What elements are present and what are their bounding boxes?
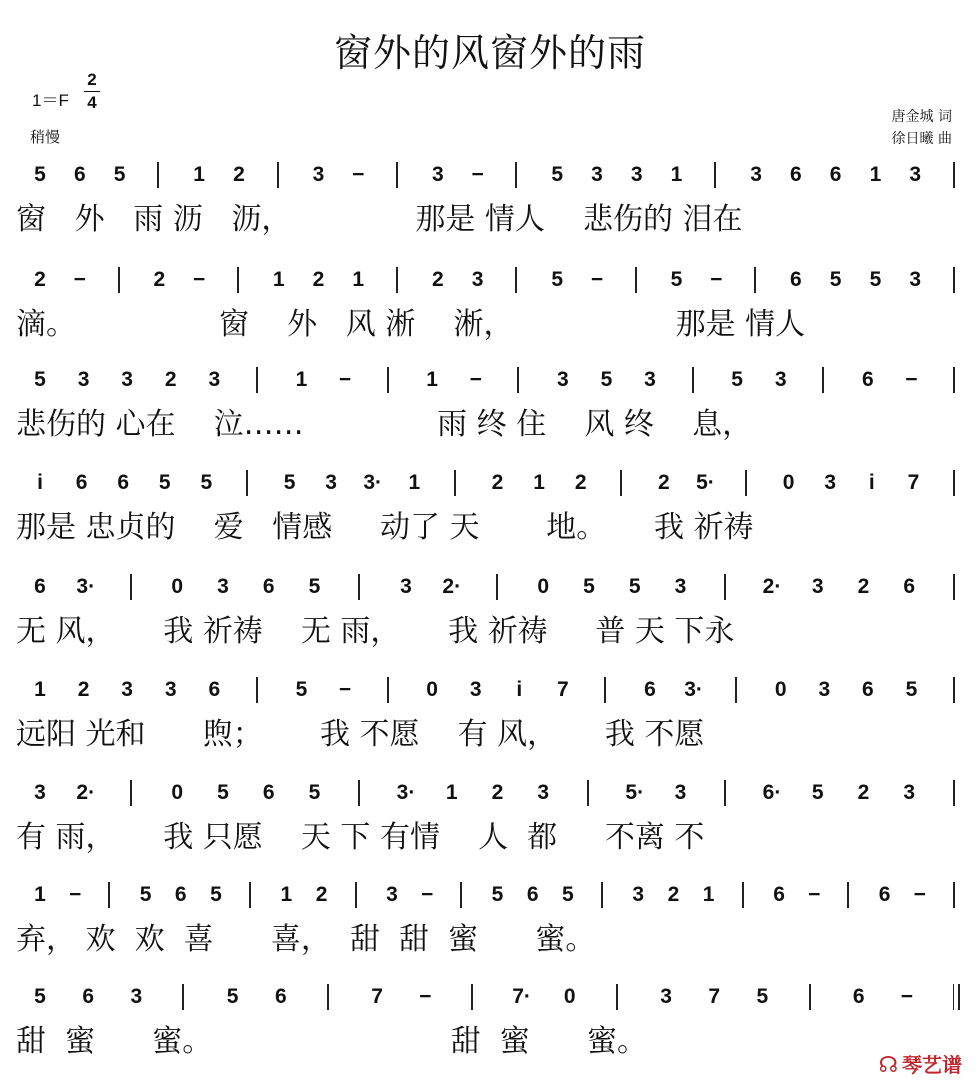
note-symbol: 0 <box>171 575 184 598</box>
note-symbol: 3 <box>471 268 484 291</box>
bar-line <box>724 574 726 600</box>
note-symbol: 2 <box>77 678 90 701</box>
note-symbol: 5 <box>491 883 504 906</box>
note-symbol: 6 <box>878 883 891 906</box>
note-symbol: 1 <box>445 781 458 804</box>
note-symbol: 1 <box>869 163 882 186</box>
note-symbol: i <box>516 678 523 701</box>
bar-line <box>517 367 519 393</box>
note-symbol: 2 <box>574 471 587 494</box>
note-symbol: 5 <box>200 471 213 494</box>
note-symbol: 7 <box>708 985 721 1008</box>
note-symbol: 3 <box>750 163 762 186</box>
note-symbol: 3 <box>431 163 444 186</box>
bar-line <box>953 574 955 600</box>
note-symbol: 5 <box>139 883 152 906</box>
bar-line <box>724 780 726 806</box>
note-symbol: 3· <box>363 471 383 494</box>
note-symbol: − <box>338 678 352 701</box>
note-symbol: − <box>469 368 482 391</box>
note-symbol: 5 <box>210 883 222 906</box>
note-symbol: 6 <box>262 575 275 598</box>
bar-line <box>714 162 716 188</box>
note-symbol: 3 <box>811 575 824 598</box>
note-symbol: − <box>590 268 604 291</box>
lyric-line: 滴。 窗 外 风 淅 淅， 那是 情人 <box>16 307 806 342</box>
bar-line <box>692 367 694 393</box>
bar-line <box>355 882 357 908</box>
bar-line <box>460 882 462 908</box>
note-symbol: 7 <box>557 678 569 701</box>
note-symbol: 3 <box>164 678 177 701</box>
note-symbol: 1 <box>272 268 285 291</box>
note-symbol: 6 <box>73 163 86 186</box>
note-symbol: 5 <box>628 575 641 598</box>
lyric-line: 悲伤的 心在 泣…… 雨 终 住 风 终 息， <box>16 407 753 442</box>
note-symbol: 3 <box>121 368 133 391</box>
bar-line <box>246 470 248 496</box>
note-symbol: 5 <box>551 163 564 186</box>
note-symbol: 6 <box>829 163 842 186</box>
note-symbol: 0 <box>782 471 795 494</box>
bar-line <box>496 574 498 600</box>
bar-line <box>953 470 955 496</box>
note-symbol: 2 <box>34 268 46 291</box>
note-symbol: 2 <box>312 268 325 291</box>
lyric-line: 甜 蜜 蜜。 甜 蜜 蜜。 <box>16 1024 647 1059</box>
meter-top: 2 <box>87 70 97 89</box>
bar-line <box>237 267 239 293</box>
lyric-line: 无 风， 我 祈祷 无 雨， 我 祈祷 普 天 下永 <box>16 614 735 649</box>
note-symbol: − <box>420 883 434 906</box>
time-signature <box>84 70 100 113</box>
bar-line <box>256 677 258 703</box>
note-symbol: 5 <box>811 781 824 804</box>
note-symbol: 6· <box>762 781 782 804</box>
bar-line <box>515 162 517 188</box>
note-symbol: 6 <box>773 883 785 906</box>
note-symbol: 3 <box>557 368 569 391</box>
note-symbol: 5· <box>696 471 715 494</box>
note-symbol: 3 <box>325 471 337 494</box>
lyric-line: 那是 忠贞的 爱 情感 动了 天 地。 我 祈祷 <box>16 510 754 545</box>
bar-line <box>953 267 955 293</box>
note-symbol: 1 <box>426 368 438 391</box>
note-symbol: 5 <box>34 985 46 1008</box>
note-symbol: 1 <box>352 268 365 291</box>
note-symbol: 0 <box>563 985 576 1008</box>
note-symbol: 2 <box>857 575 870 598</box>
note-symbol: − <box>808 883 821 906</box>
bar-line <box>754 267 756 293</box>
bar-line <box>157 162 159 188</box>
bar-line <box>358 574 360 600</box>
note-symbol: 3 <box>386 883 398 906</box>
note-symbol: 2 <box>491 471 504 494</box>
note-symbol: 5 <box>217 781 229 804</box>
note-symbol: 0 <box>426 678 438 701</box>
note-symbol: 1 <box>193 163 205 186</box>
note-symbol: 6 <box>117 471 130 494</box>
note-symbol: 6 <box>274 985 287 1008</box>
note-symbol: 0 <box>774 678 787 701</box>
note-symbol: 3 <box>674 781 687 804</box>
note-symbol: 0 <box>171 781 184 804</box>
note-symbol: 5 <box>308 575 321 598</box>
note-symbol: 6 <box>852 985 865 1008</box>
note-symbol: − <box>192 268 206 291</box>
note-symbol: − <box>73 268 86 291</box>
note-symbol: 2 <box>315 883 328 906</box>
note-symbol: − <box>913 883 926 906</box>
bar-line <box>358 780 360 806</box>
note-symbol: 5 <box>583 575 595 598</box>
note-symbol: 5 <box>34 368 46 391</box>
note-symbol: 3 <box>903 781 916 804</box>
note-symbol: 5· <box>625 781 645 804</box>
note-symbol: 6 <box>790 268 802 291</box>
bar-line <box>742 882 744 908</box>
note-symbol: 5 <box>113 163 126 186</box>
bar-line <box>635 267 637 293</box>
note-symbol: 1 <box>533 471 545 494</box>
note-symbol: 7· <box>512 985 531 1008</box>
note-symbol: 5 <box>600 368 613 391</box>
note-symbol: 3 <box>909 163 922 186</box>
bar-line <box>130 574 132 600</box>
note-symbol: 5 <box>829 268 842 291</box>
lyric-line: 有 雨， 我 只愿 天 下 有情 人 都 不离 不 <box>16 820 705 855</box>
bar-line <box>249 882 251 908</box>
bar-line <box>118 267 120 293</box>
bar-line <box>108 882 110 908</box>
note-symbol: 3 <box>121 678 133 701</box>
note-symbol: 7 <box>371 985 383 1008</box>
note-symbol: 3 <box>630 163 643 186</box>
note-symbol: i <box>868 471 875 494</box>
note-symbol: 6 <box>208 678 221 701</box>
note-symbol: 3· <box>684 678 703 701</box>
note-symbol: 3 <box>909 268 922 291</box>
note-symbol: 5 <box>731 368 743 391</box>
note-symbol: 3 <box>34 781 46 804</box>
note-symbol: 3 <box>818 678 831 701</box>
lyric-line: 远阳 光和 煦； 我 不愿 有 风， 我 不愿 <box>16 717 705 752</box>
note-symbol: 5 <box>34 163 46 186</box>
note-symbol: 1 <box>34 883 46 906</box>
score-system <box>0 458 980 568</box>
note-symbol: 7 <box>907 471 920 494</box>
note-symbol: − <box>471 163 484 186</box>
note-symbol: 6 <box>174 883 187 906</box>
note-symbol: 3 <box>469 678 482 701</box>
bar-line <box>604 677 606 703</box>
tempo-marking: 稍慢 <box>30 128 61 146</box>
note-symbol: 2 <box>164 368 177 391</box>
bar-line <box>953 882 955 908</box>
note-symbol: 5 <box>869 268 882 291</box>
lyric-line: 窗 外 雨 沥 沥， 那是 情人 悲伤的 泪在 <box>16 202 743 237</box>
bar-line <box>256 367 258 393</box>
bar-line <box>454 470 456 496</box>
bar-line <box>515 267 517 293</box>
note-symbol: 3 <box>537 781 550 804</box>
note-symbol: − <box>69 883 82 906</box>
note-symbol: − <box>710 268 723 291</box>
note-symbol: 2· <box>76 781 96 804</box>
note-symbol: 6 <box>75 471 88 494</box>
note-symbol: 1 <box>408 471 421 494</box>
logo-text: 琴艺谱 <box>902 1053 962 1077</box>
note-symbol: − <box>905 368 918 391</box>
note-symbol: 1 <box>702 883 715 906</box>
note-symbol: 2· <box>762 575 782 598</box>
bar-line <box>616 984 618 1010</box>
note-symbol: 1 <box>280 883 293 906</box>
note-symbol: 5 <box>283 471 296 494</box>
note-symbol: i <box>37 471 43 494</box>
note-symbol: 2 <box>431 268 444 291</box>
note-symbol: 6 <box>262 781 275 804</box>
note-symbol: 6 <box>862 678 874 701</box>
score-system <box>0 255 980 365</box>
bar-line <box>953 677 955 703</box>
note-symbol: 2· <box>442 575 462 598</box>
bar-line <box>953 367 955 393</box>
note-symbol: 3 <box>77 368 90 391</box>
note-symbol: 3 <box>632 883 645 906</box>
note-symbol: 5 <box>551 268 564 291</box>
note-symbol: 3 <box>312 163 325 186</box>
note-symbol: 5 <box>756 985 769 1008</box>
bar-line <box>277 162 279 188</box>
note-symbol: 5 <box>905 678 918 701</box>
bar-line <box>953 162 955 188</box>
bar-line <box>130 780 132 806</box>
note-symbol: 5 <box>308 781 321 804</box>
note-symbol: 3 <box>208 368 221 391</box>
bar-line <box>396 162 398 188</box>
note-symbol: 6 <box>526 883 539 906</box>
note-symbol: − <box>419 985 432 1008</box>
note-symbol: 2 <box>658 471 670 494</box>
bar-line <box>387 367 389 393</box>
note-symbol: 3 <box>130 985 143 1008</box>
note-symbol: 3 <box>660 985 672 1008</box>
score-system <box>0 150 980 260</box>
bar-line <box>822 367 824 393</box>
bar-line <box>745 470 747 496</box>
note-symbol: 3 <box>591 163 603 186</box>
note-symbol: 6 <box>82 985 94 1008</box>
note-symbol: 5 <box>295 678 308 701</box>
note-symbol: 6 <box>644 678 656 701</box>
note-symbol: 6 <box>34 575 46 598</box>
note-symbol: − <box>338 368 352 391</box>
score-system <box>0 665 980 775</box>
bar-line <box>587 780 589 806</box>
bar-line <box>809 984 811 1010</box>
meter-bottom: 4 <box>87 93 97 112</box>
note-symbol: 3· <box>396 781 416 804</box>
note-symbol: 1 <box>295 368 308 391</box>
key-signature: 1＝F <box>32 91 69 110</box>
note-symbol: 3· <box>76 575 96 598</box>
bar-line <box>182 984 184 1010</box>
note-symbol: 1 <box>34 678 46 701</box>
bar-line <box>735 677 737 703</box>
composer-credit: 徐日曦 曲 <box>891 131 952 147</box>
note-symbol: 3 <box>774 368 787 391</box>
score-system <box>0 870 980 980</box>
note-symbol: 6 <box>790 163 802 186</box>
note-symbol: 5 <box>226 985 239 1008</box>
bar-line <box>847 882 849 908</box>
note-symbol: 3 <box>644 368 656 391</box>
note-symbol: 2 <box>153 268 166 291</box>
note-symbol: − <box>352 163 365 186</box>
logo-icon: ☊ <box>878 1053 898 1078</box>
score-system <box>0 562 980 672</box>
site-logo <box>878 1049 962 1078</box>
lyricist-credit: 唐金城 词 <box>891 109 952 125</box>
note-symbol: 5 <box>670 268 683 291</box>
bar-line <box>953 780 955 806</box>
song-title: 窗外的风窗外的雨 <box>333 31 646 75</box>
bar-line <box>601 882 603 908</box>
note-symbol: − <box>900 985 913 1008</box>
note-symbol: 3 <box>824 471 837 494</box>
bar-line <box>396 267 398 293</box>
lyric-line: 弃， 欢 欢 喜 喜， 甜 甜 蜜 蜜。 <box>16 922 596 957</box>
note-symbol: 2 <box>491 781 504 804</box>
note-symbol: 6 <box>903 575 916 598</box>
note-symbol: 2 <box>857 781 870 804</box>
bar-line <box>620 470 622 496</box>
bar-line <box>327 984 329 1010</box>
note-symbol: 2 <box>667 883 680 906</box>
note-symbol: 2 <box>233 163 245 186</box>
note-symbol: 1 <box>670 163 683 186</box>
note-symbol: 3 <box>400 575 412 598</box>
note-symbol: 0 <box>537 575 550 598</box>
note-symbol: 5 <box>562 883 574 906</box>
note-symbol: 3 <box>674 575 687 598</box>
bar-line <box>387 677 389 703</box>
note-symbol: 5 <box>158 471 171 494</box>
note-symbol: 3 <box>217 575 229 598</box>
score-system <box>0 972 980 1082</box>
note-symbol: 6 <box>862 368 874 391</box>
score-system <box>0 355 980 465</box>
bar-line <box>471 984 473 1010</box>
score-system <box>0 768 980 878</box>
bar-line <box>953 984 960 1010</box>
